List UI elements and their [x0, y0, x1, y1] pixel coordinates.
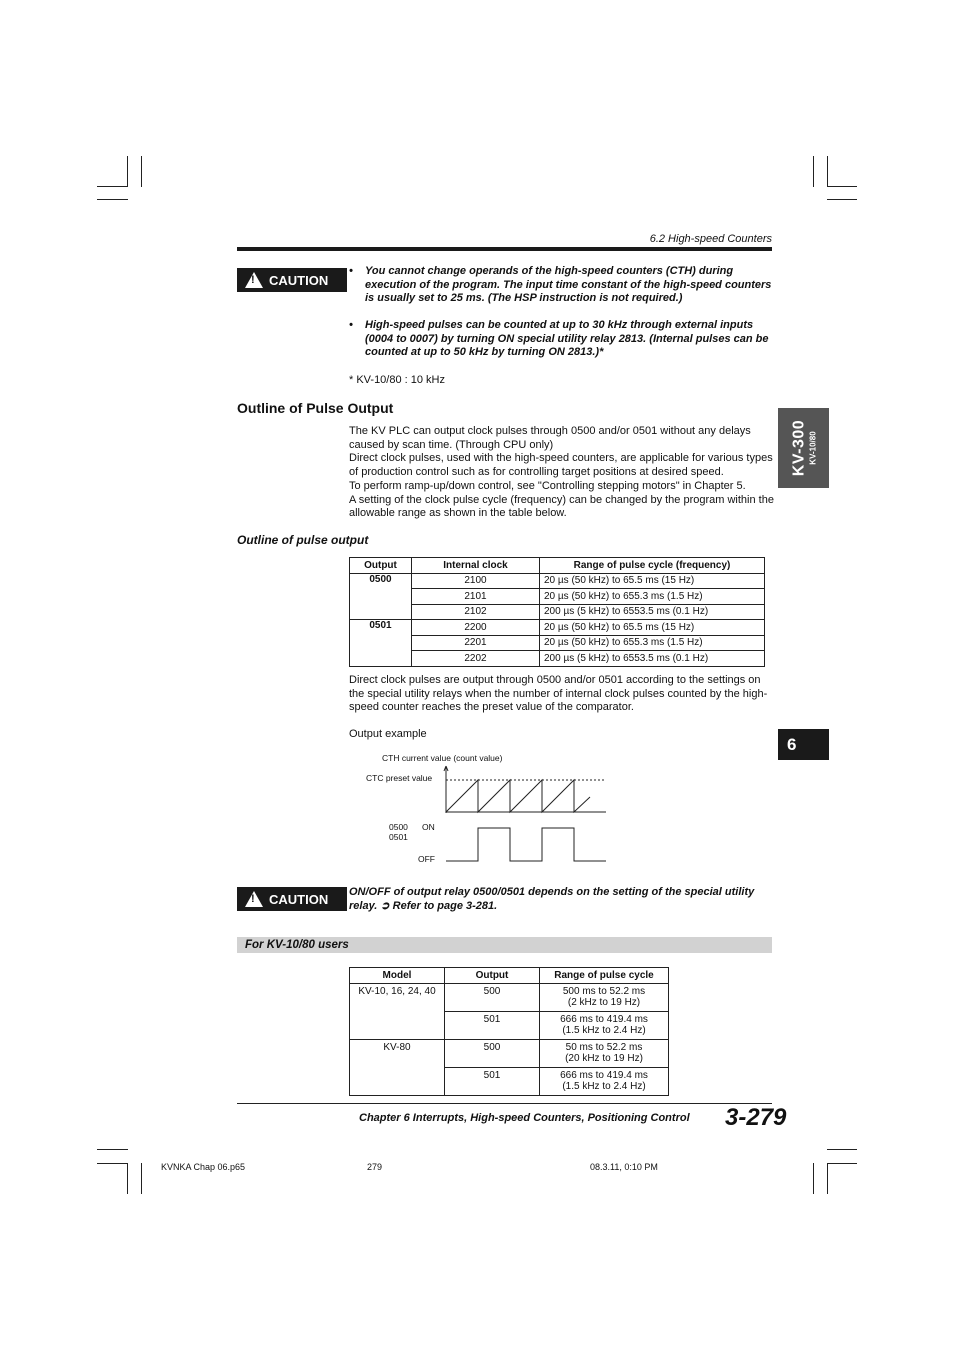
- section-title: Outline of Pulse Output: [237, 400, 394, 416]
- kv-users-banner: [237, 937, 772, 953]
- footnote: * KV-10/80 : 10 kHz: [349, 374, 445, 386]
- footer-chapter: Chapter 6 Interrupts, High-speed Counters, Positioning Control: [359, 1112, 690, 1124]
- print-file: KVNKA Chap 06.p65: [161, 1162, 246, 1172]
- caution-bullet: • You cannot change operands of the high-speed counters (CTH) during execution of the program. The input time constant of the high-speed counters is usually set to 25 ms. (The HSP instruction is not required.): [349, 265, 772, 304]
- footer-rule: [237, 1103, 772, 1104]
- warning-icon: !: [245, 272, 263, 288]
- table-header-row: Model Output Range of pulse cycle: [350, 968, 669, 984]
- header-rule: [237, 247, 772, 251]
- sawtooth-count: [446, 780, 590, 812]
- print-page: 279: [367, 1162, 383, 1172]
- pulse-output-table: [349, 557, 765, 667]
- description-paragraph: Direct clock pulses are output through 0500 and/or 0501 according to the settings on the special utility relays when the number of internal clock pulses counted by the high-speed counter reaches the preset value of the comparator.: [349, 674, 768, 714]
- running-header: 6.2 High-speed Counters: [649, 233, 772, 245]
- caution-label: CAUTION: [269, 891, 329, 907]
- warning-icon: !: [245, 891, 263, 907]
- caution-badge: [237, 887, 347, 911]
- timing-diagram: [440, 764, 610, 866]
- ctc-label: CTC preset value: [366, 773, 433, 783]
- on-label: ON: [422, 822, 435, 832]
- kv-users-title: For KV-10/80 users: [245, 939, 349, 951]
- table-row: 2202 200 µs (5 kHz) to 6553.5 ms (0.1 Hz): [350, 651, 765, 667]
- table-row: 501 666 ms to 419.4 ms (1.5 kHz to 2.4 Hz): [350, 1011, 669, 1039]
- side-tab-kv300: KV-300 KV-10/80: [778, 408, 829, 488]
- off-label: OFF: [418, 854, 435, 864]
- table-row: 501 666 ms to 419.4 ms (1.5 kHz to 2.4 Hz): [350, 1067, 669, 1095]
- caution-text: ON/OFF of output relay 0500/0501 depends on the setting of the special utility relay. ➲ Refer to page 3-281.: [349, 886, 755, 912]
- page-number: 3-279: [725, 1104, 787, 1131]
- output-0501-label: 0501: [389, 832, 408, 842]
- section-body: The KV PLC can output clock pulses through 0500 and/or 0501 without any delays caused by scan time. (Through CPU only) Direct clock pulses, used with the high-speed counters, are applicable for various types of production control such as for controlling target positions at desired speed. To perform ramp-up/down control, see "Controlling stepping motors" in Chapter 5. A setting of the clock pulse cycle (frequency) can be changed by the program within the allowable range as shown in the table below.: [349, 425, 774, 520]
- diagram-caption: Output example: [349, 728, 427, 740]
- cth-label: CTH current value (count value): [382, 753, 503, 763]
- print-date: 08.3.11, 0:10 PM: [590, 1162, 658, 1172]
- table-row: 0500 2100 20 µs (50 kHz) to 65.5 ms (15 Hz): [350, 573, 765, 589]
- table-title: Outline of pulse output: [237, 533, 369, 547]
- table-row: 0501 2200 20 µs (50 kHz) to 65.5 ms (15 Hz): [350, 620, 765, 636]
- caution-bullet: • High-speed pulses can be counted at up to 30 kHz through external inputs (0004 to 0007) by turning ON special utility relay 2813. (Internal pulses can be counted at up to 50 kHz by turning ON 2813.)*: [349, 319, 769, 358]
- table-row: 2102 200 µs (5 kHz) to 6553.5 ms (0.1 Hz): [350, 604, 765, 620]
- kv-users-table: [349, 967, 669, 1096]
- table-row: KV-10, 16, 24, 40 500 500 ms to 52.2 ms (2 kHz to 19 Hz): [350, 983, 669, 1011]
- pulse-output-wave: [446, 828, 606, 861]
- caution-label: CAUTION: [269, 272, 329, 288]
- table-row: 2201 20 µs (50 kHz) to 655.3 ms (1.5 Hz): [350, 635, 765, 651]
- table-row: 2101 20 µs (50 kHz) to 655.3 ms (1.5 Hz): [350, 589, 765, 605]
- table-row: KV-80 500 50 ms to 52.2 ms (20 kHz to 19 Hz): [350, 1039, 669, 1067]
- table-header-row: Output Internal clock Range of pulse cycle (frequency): [350, 558, 765, 574]
- caution-badge: [237, 268, 347, 292]
- chapter-tab: 6: [778, 729, 829, 760]
- output-0500-label: 0500: [389, 822, 408, 832]
